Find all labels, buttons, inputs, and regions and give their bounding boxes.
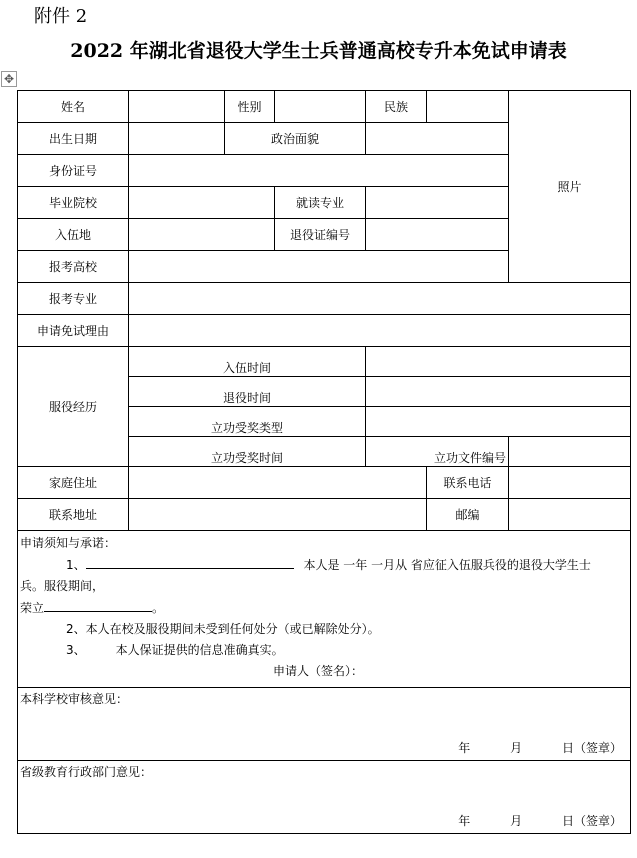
home-address-field[interactable] [129,467,427,499]
notes-item-1-award-label: 荣立 [20,601,45,615]
notes-item-2: 2、本人在校及服役期间未受到任何处分（或已解除处分）。 [66,622,380,636]
school-review-label: 本科学校审核意见： [20,692,129,706]
school-review-date [458,739,622,756]
applicant-signature: 申请人（签名）： [273,664,364,678]
row-notes [18,531,631,688]
service-label: 服役经历 [18,347,129,467]
row-school-review [18,688,631,761]
notes-item-1-award [20,597,630,619]
discharge-cert-label: 退役证编号 [275,219,366,251]
political-field[interactable] [366,123,509,155]
notes-item-3 [20,640,630,661]
apply-school-field[interactable] [129,251,509,283]
award-blank-field[interactable] [44,597,152,612]
row-apply-major [18,283,631,315]
birthdate-label: 出生日期 [18,123,129,155]
notes-heading: 申请须知与承诺： [20,536,117,550]
enlist-place-field[interactable] [129,219,275,251]
notes-item-1-cont: 兵。服役期间， [20,579,105,593]
table-move-handle-icon[interactable]: ✥ [1,71,17,87]
id-label: 身份证号 [18,155,129,187]
notes-item-1-end: 。 [152,601,165,615]
home-address-label: 家庭住址 [18,467,129,499]
notes-item-1-text: 本人是 一年 一月从 省应征入伍服兵役的退役大学生士 [303,558,591,572]
contact-address-label: 联系地址 [18,499,129,531]
row-enlist-time [18,347,631,377]
photo-cell[interactable] [509,91,631,283]
page-title: 2022 年湖北省退役大学生士兵普通高校专升本免试申请表 [70,40,567,62]
ethnicity-field[interactable] [427,91,509,123]
apply-major-field[interactable] [129,283,631,315]
postcode-field[interactable] [509,499,631,531]
annex-label: 附件 2 [34,6,88,27]
notes-item-1-num: 1、 [66,558,86,572]
row-contact-address [18,499,631,531]
name-field[interactable] [129,91,225,123]
edu-review-day-seal: 日（签章） [561,814,622,828]
name-label: 姓名 [18,91,129,123]
award-type-label: 立功受奖类型 [129,407,366,437]
edu-review-label: 省级教育行政部门意见： [20,765,153,779]
photo-label: 照片 [557,180,582,194]
phone-label: 联系电话 [427,467,509,499]
birthdate-field[interactable] [129,123,225,155]
row-home-address [18,467,631,499]
school-review-month: 月 [510,741,523,755]
gender-field[interactable] [275,91,366,123]
school-field[interactable] [129,187,275,219]
award-type-field[interactable] [366,407,631,437]
political-label: 政治面貌 [225,123,366,155]
award-time-label: 立功受奖时间 [129,437,366,467]
postcode-label: 邮编 [427,499,509,531]
exempt-reason-field[interactable] [129,315,631,347]
school-review-year: 年 [458,741,471,755]
edu-review-cell[interactable] [18,761,631,834]
enlist-time-field[interactable] [366,347,631,377]
ethnicity-label: 民族 [366,91,427,123]
discharge-time-field[interactable] [366,377,631,407]
name-blank-field[interactable] [86,554,294,569]
edu-review-year: 年 [458,814,471,828]
apply-school-label: 报考高校 [18,251,129,283]
award-doc-field[interactable] [509,437,631,467]
major-field[interactable] [366,187,509,219]
notes-item-1 [20,554,630,576]
edu-review-month: 月 [510,814,523,828]
discharge-cert-field[interactable] [366,219,509,251]
school-label: 毕业院校 [18,187,129,219]
id-field[interactable] [129,155,509,187]
school-review-cell[interactable] [18,688,631,761]
enlist-time-label: 入伍时间 [129,347,366,377]
major-label: 就读专业 [275,187,366,219]
contact-address-field[interactable] [129,499,427,531]
notes-cell [18,531,631,688]
row-basic-info [18,91,631,123]
edu-review-date [458,812,622,829]
notes-item-3-text: 本人保证提供的信息准确真实。 [115,643,284,657]
row-edu-review [18,761,631,834]
phone-field[interactable] [509,467,631,499]
enlist-place-label: 入伍地 [18,219,129,251]
gender-label: 性别 [225,91,275,123]
school-review-day-seal: 日（签章） [561,741,622,755]
exempt-reason-label: 申请免试理由 [18,315,129,347]
apply-major-label: 报考专业 [18,283,129,315]
application-form-table [17,90,631,834]
notes-item-3-num: 3、 [66,643,86,657]
award-doc-label: 立功文件编号 [366,437,509,467]
discharge-time-label: 退役时间 [129,377,366,407]
row-exempt-reason [18,315,631,347]
